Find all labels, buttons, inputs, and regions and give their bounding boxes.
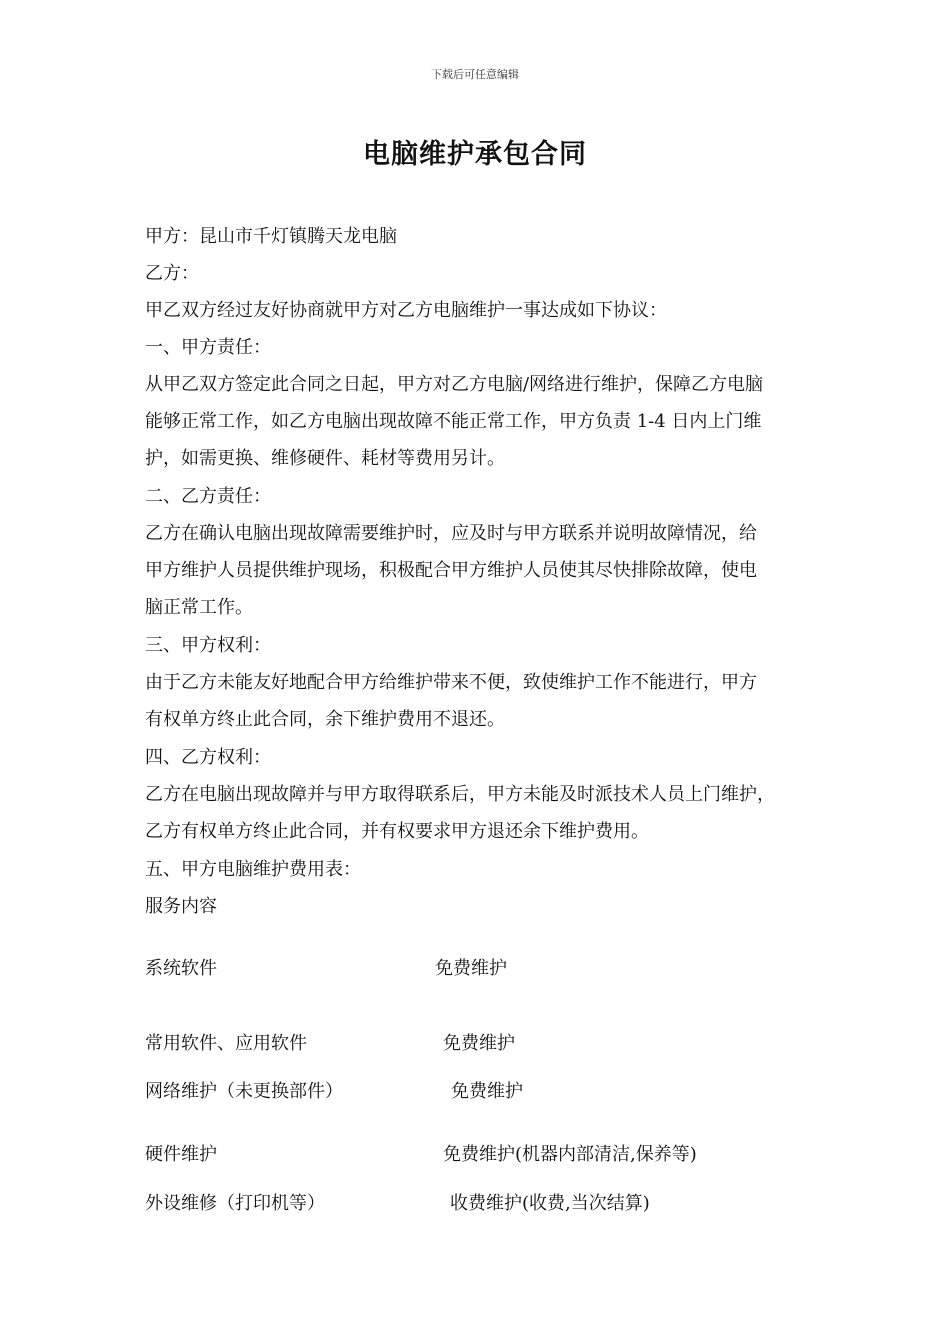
section-1-line: 护，如需更换、维修硬件、耗材等费用另计。 <box>145 448 505 469</box>
fee-service: 硬件维护 <box>145 1144 217 1165</box>
fee-service: 系统软件 <box>145 958 217 979</box>
section-1-line: 能够正常工作，如乙方电脑出现故障不能正常工作，甲方负责 1-4 日内上门维 <box>145 411 762 432</box>
section-2-line: 甲方维护人员提供维护现场，积极配合甲方维护人员使其尽快排除故障，使电 <box>145 560 757 581</box>
section-2-heading: 二、乙方责任： <box>145 486 271 507</box>
fee-table-header: 服务内容 <box>145 896 217 917</box>
section-1-heading: 一、甲方责任： <box>145 337 271 358</box>
section-3-line: 有权单方终止此合同，余下维护费用不退还。 <box>145 709 505 730</box>
document-title: 电脑维护承包合同 <box>363 139 587 170</box>
section-3-line: 由于乙方未能友好地配合甲方给维护带来不便，致使维护工作不能进行，甲方 <box>145 672 757 693</box>
section-2-line: 脑正常工作。 <box>145 597 253 618</box>
fee-value: 免费维护 <box>435 958 507 979</box>
fee-service: 网络维护（未更换部件） <box>145 1081 343 1102</box>
section-4-heading: 四、乙方权利： <box>145 747 271 768</box>
fee-value: 免费维护(机器内部清洁,保养等) <box>443 1144 697 1165</box>
header-note: 下载后可任意编辑 <box>431 68 519 81</box>
fee-value: 收费维护(收费,当次结算) <box>450 1193 650 1214</box>
fee-value: 免费维护 <box>443 1033 515 1054</box>
fee-value: 免费维护 <box>451 1081 523 1102</box>
section-4-line: 乙方有权单方终止此合同，并有权要求甲方退还余下维护费用。 <box>145 821 649 842</box>
section-5-heading: 五、甲方电脑维护费用表： <box>145 859 361 880</box>
fee-service: 外设维修（打印机等） <box>145 1193 325 1214</box>
section-2-line: 乙方在确认电脑出现故障需要维护时，应及时与甲方联系并说明故障情况，给 <box>145 523 757 544</box>
fee-service: 常用软件、应用软件 <box>145 1033 307 1054</box>
party-a: 甲方：昆山市千灯镇腾天龙电脑 <box>145 226 397 247</box>
party-b: 乙方： <box>145 263 199 284</box>
section-4-line: 乙方在电脑出现故障并与甲方取得联系后，甲方未能及时派技术人员上门维护， <box>145 784 775 805</box>
section-1-line: 从甲乙双方签定此合同之日起，甲方对乙方电脑/网络进行维护，保障乙方电脑 <box>145 374 764 395</box>
section-3-heading: 三、甲方权利： <box>145 635 271 656</box>
intro-text: 甲乙双方经过友好协商就甲方对乙方电脑维护一事达成如下协议： <box>145 300 667 321</box>
